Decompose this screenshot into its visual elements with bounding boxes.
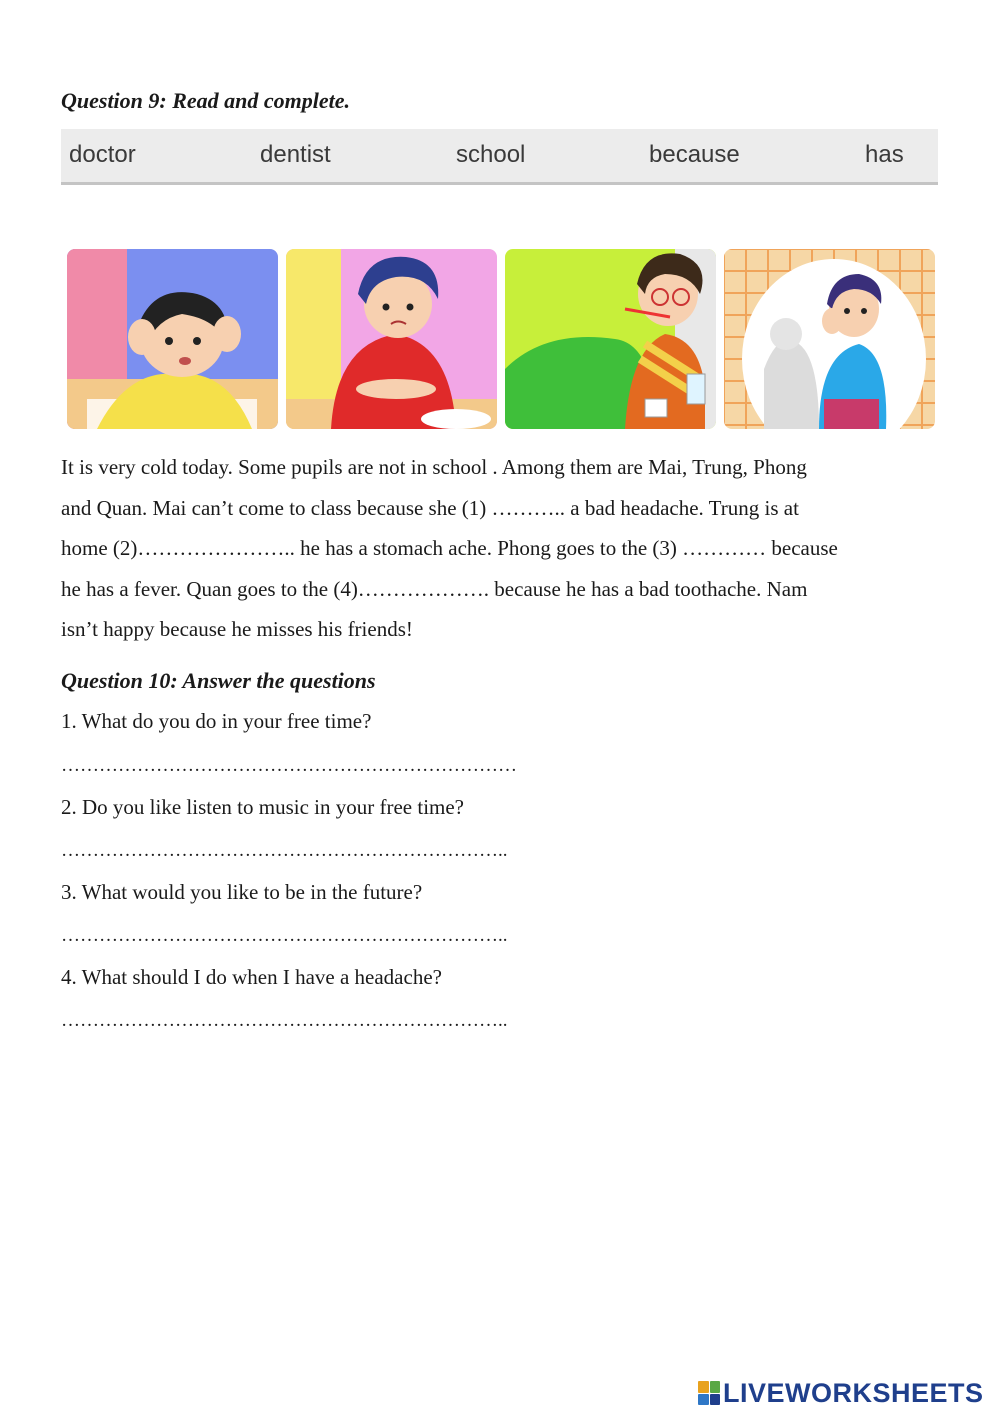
word-doctor: doctor xyxy=(69,141,136,168)
passage-line-3: home (2)………………….. he has a stomach ache. Phong goes to the (3) ………… because xyxy=(61,536,838,560)
answer-line-4[interactable]: …………………………………………………………….. xyxy=(61,1010,508,1031)
answer-line-3[interactable]: …………………………………………………………….. xyxy=(61,925,508,946)
girl-headache-icon xyxy=(67,249,278,429)
question10-title: Question 10: Answer the questions xyxy=(61,668,376,693)
question9-title: Question 9: Read and complete. xyxy=(61,88,351,113)
question-4: 4. What should I do when I have a headache? xyxy=(61,965,442,989)
boy-stomach-ache-icon xyxy=(286,249,497,429)
passage-line-5: isn’t happy because he misses his friends! xyxy=(61,617,413,641)
word-dentist: dentist xyxy=(260,141,331,168)
logo-text: LIVEWORKSHEETS xyxy=(723,1377,984,1408)
question-1: 1. What do you do in your free time? xyxy=(61,709,372,733)
word-school: school xyxy=(456,141,526,168)
boy-fever-icon xyxy=(505,249,716,429)
word-has: has xyxy=(865,141,904,168)
question-3: 3. What would you like to be in the future? xyxy=(61,880,423,904)
word-bank xyxy=(61,129,938,185)
liveworksheets-logo xyxy=(698,1378,984,1408)
passage xyxy=(61,447,946,650)
question-2: 2. Do you like listen to music in your free time? xyxy=(61,795,464,819)
logo-mark-icon xyxy=(698,1381,720,1405)
answer-line-1[interactable]: ……………………………………………………………… xyxy=(61,755,517,776)
word-because: because xyxy=(649,141,740,168)
boy-toothache-icon xyxy=(724,249,935,429)
passage-line-4: he has a fever. Quan goes to the (4)………………. because he has a bad toothache. Nam xyxy=(61,576,808,601)
passage-line-2: and Quan. Mai can’t come to class because she (1) ……….. a bad headache. Trung is at xyxy=(61,495,799,520)
passage-line-1: It is very cold today. Some pupils are not in school . Among them are Mai, Trung, Phong xyxy=(61,455,807,479)
answer-line-2[interactable]: …………………………………………………………….. xyxy=(61,840,508,861)
